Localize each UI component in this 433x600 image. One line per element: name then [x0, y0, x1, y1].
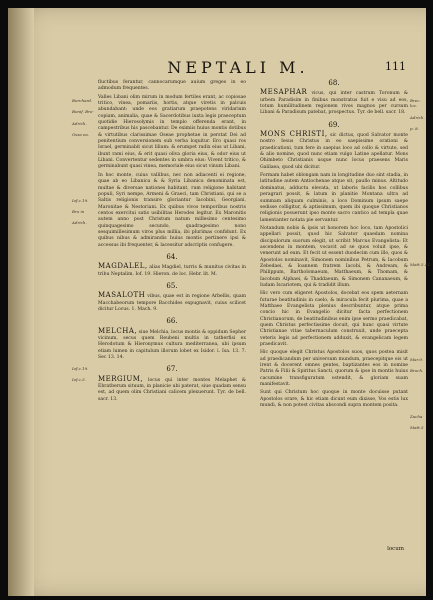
- margin-note: Brec. loc.: [410, 98, 421, 109]
- catchword: locum: [387, 546, 404, 552]
- page-number: 111: [385, 60, 406, 73]
- entry-text: alias Magdiel, turris & munitus civitas in tribu Neptalim. Iof. 19. Hieron. de loc. Hebr. lit. M.: [98, 265, 246, 277]
- entry-head: MERGIUM,: [98, 374, 144, 383]
- body-paragraph: Valles Libani olim mirum in modum fertiles erant, ac copiosae tritico, vinea, pomariis, hortis, atque viretis in palcuis abundabant: unde eos gratiarum praepotens viridarium copiam, animalia, quae & Sacerdotibus iuxta legis praeceptum quotidie Hierosolymis in templo offerenda erant, in campestribus his pascebantur. De eximiis huius montis dotibus & virtutibus clarissimae Oseae prophetae in perstat Dei ad penitentium conversionem sub verba loquitur. Ero quasi ros Israel, germinabit sicut lilium: & erumpet radix eius ut Libani, ibunt rami eius, & erit quasi oliva gloria eius, & odor eius ut Libani. Convertentur sedentes in umbra eius: Vivent tritico, & germinabunt quasi vinea, memoriale eius sicut vinum Libani.: [98, 94, 246, 170]
- section-number: 69.: [328, 120, 340, 129]
- entry-paragraph: [98, 328, 246, 362]
- margin-note: p. 8.: [410, 126, 419, 132]
- body-paragraph: Hic vero cum eligeret Apostolos, docebat eos spem aeternam futurae beatitudinis in caelo, & miracula fecit plurima, quae a Matthaeo Evangelista plenius describuntur, atque prima concio hic in Evangelio dicitur facta perfectionem Christianorum, de beatitudinibus enim ipse sermo praedicabat, quem Christus perfectissime docuit, qui hunc quasi virtute Christianae vitae tabernaculum construxit, unde praecepta veteris legis ad perfectionem adduxit, & evangelicam legem praedicavit.: [260, 291, 408, 348]
- entry-head: MAGDALEL,: [98, 262, 148, 271]
- margin-note: Bro in: [72, 209, 85, 215]
- entry-text: vibus, quae est in regione Arbellis, quam Macchabeorum tempore Bacchides expugnavit, cuius scilicet dicitur Locus. 1. Mach. 9.: [98, 294, 246, 312]
- page-gutter: [8, 8, 34, 596]
- entry-text: siue Melchia, locus montis & oppidum Sepher vicinum, secus quem Reubeni multis in tatherfisi ex Herodotum & Hieronymus cultura mediterranea, ubi ipsum etiam lumen in capitulum illorum lobet ex Isidor. i. Isa. 13. 7. Sec 13. 14.: [98, 329, 247, 361]
- margin-note: Adrich.: [72, 220, 87, 226]
- left-column: [98, 80, 246, 405]
- margin-note: Mar.9.: [410, 357, 424, 363]
- margin-note: Zacha: [410, 413, 423, 419]
- margin-note: Matt.5: [410, 425, 424, 431]
- margin-note: Iof.c.19.: [72, 197, 89, 203]
- body-paragraph: Formam habet oblongam nam in longitudine duo sint stadia, in latitudine autem Antiochenae atque sit, paullo minus. Altitudo dominatus, adductu elevata, ut laboris facilis hos collibus peragrari possit, & latum in planitie Montana ultra ad summam aliquam culminis, a loco Dominum ipsum saepe sedisse colligitur, & aptissimum, quem ibi quoque Christianos religionis posuerunt ipso monte sacro cantico ad templa quae lamentanter notata pie servantur.: [260, 173, 408, 223]
- entry-text: sic dictus, quod Salvator monte nostro Iesus Christus in eo saepissime orationi & praedicationi, tum fere in saepius loco ad collo & virtute, sed & alio nomine, quod nunc etiam vulgo Latine apellatur. Mons Ohimbeto Christianis usque nunc locus praesens Maris Galilaea, quod ubi dicitur.: [260, 133, 408, 170]
- entry-text: vicus, qui inter castrum Toronum & urbem Paradisim in finibus monstratus fuit e visu ad eos, totum humilitudinem regionem rivos magnos per cursum Libani & Paradisum patebat, prospectus. Tyr. de bell. sacr. 18.: [260, 91, 408, 116]
- page-header: [8, 58, 426, 78]
- entry-head: MONS CHRISTI,: [260, 130, 328, 139]
- body-paragraph: Notandum nobis & ipsis ut honorem hoc loco, tam Apostolici appellari possit, quod hic Salvator quaedam nomina discipulorum suorum elegit, ut scribit Marcus Evangelista: Et ascendens in montem, vocavit ad se quos voluit ipse, & venerunt ad eum. Et fecit ut essent duodecim cum illo, quos & Apostolos nominavit, Simonem nominibus Petrum, & Iacobum Zebedaei, & Ioannem fratrem Iacobi, & Andream, & Philippum, Bartholomaeum, Matthaeum, & Thomam, & Iacobum Alphaei, & Thaddaeum, & Simonem Cananaeum, & Iudam Iscariotem, qui & tradidit illum.: [260, 225, 408, 288]
- running-title: NEPTALI M.: [167, 58, 309, 77]
- body-paragraph: In hoc monte, cuius vallibus, nec non adiacenti ei regione, quae ab eo Libanica & & Syria Libanica denominata est, multae & diversae nationes habitant, rum religione habitant populi, Syri nempe, Armeni & Graeci, tam Christiani, qui se a Saltis religionis transire gloriantur Iacobini, Georgiani, Maronitae & Nestoriani. Ex quibus vivos temporibus nostris centos exercitui satis usibilitas Herodes legitur. Ex Maronitis autem anno post Christum natum millesimo centesimo quinquagesimo secundo, quadragesimo nono sesquimillesimum viros plus millia, ibi plurimas confidunt. Ex quibus nibus & admirandis huius montis pertinere ipsi & accessus ibi frequenter, & lacessitur adscriptis confugere.: [98, 172, 246, 248]
- section-number: 65.: [166, 281, 178, 290]
- margin-note: Broch.: [410, 368, 424, 374]
- entry-head: MELCHA,: [98, 326, 138, 335]
- margin-note: Adrich.: [410, 114, 425, 120]
- body-paragraph: Sunt qui Christum hoc quoque in monte docuisse putant Apostolos orare, & hic etiam dicunt eum dixisse, Vos estis lux mundi, & non potest civitas abscondi supra montem posita.: [260, 390, 408, 409]
- right-column: [260, 80, 408, 412]
- section-number: 64.: [166, 252, 178, 261]
- body-paragraph: Hic quoque elegit Christus Apostolos suos, quos postea misit ad praedicandum per universum mundum, praecepitque eis ut irent & docerent omnes gentes, baptizantes eos in nomine Patris & Filii & Spiritus Sancti, quorum & ipse in montis huius cacumine transfiguratum ostendit, & gloriam suam manifestavit.: [260, 350, 408, 388]
- section-number: 67.: [166, 365, 178, 374]
- entry-paragraph: [260, 89, 408, 116]
- section-number: 66.: [166, 317, 178, 326]
- intro-paragraph: fluctibus ferantur, cannocarumque auium greges in eo admodum frequentes.: [98, 80, 246, 92]
- margin-note: Borchard.: [72, 98, 93, 103]
- entry-head: MESAPHAR: [260, 88, 308, 97]
- entry-head: MASALOTH: [98, 291, 146, 300]
- left-margin-notes: [72, 98, 98, 389]
- book-page: [8, 8, 432, 596]
- margin-note: Iof.c.19.: [72, 365, 89, 371]
- entry-text: locus qui inter montes Melaphet & Ebratberum situum, in planicie ubi paterat, siue quadam sensu est, ad quem olim Christiani calicem plexuerunt. Tyr. de bell. sacr. 13.: [98, 377, 246, 402]
- margin-note: Matt.5.14.: [410, 261, 432, 267]
- entry-paragraph: [260, 131, 408, 171]
- entry-paragraph: [98, 376, 246, 403]
- margin-note: Bonif. Bro-: [72, 109, 94, 115]
- entry-paragraph: [98, 263, 246, 278]
- entry-paragraph: [98, 292, 246, 313]
- margin-note: Adrich.: [72, 120, 87, 126]
- margin-note: Ossa ea.: [72, 132, 90, 138]
- section-number: 68.: [328, 79, 340, 87]
- right-margin-notes: [410, 98, 432, 437]
- margin-note: Iof.c.5.: [72, 377, 86, 383]
